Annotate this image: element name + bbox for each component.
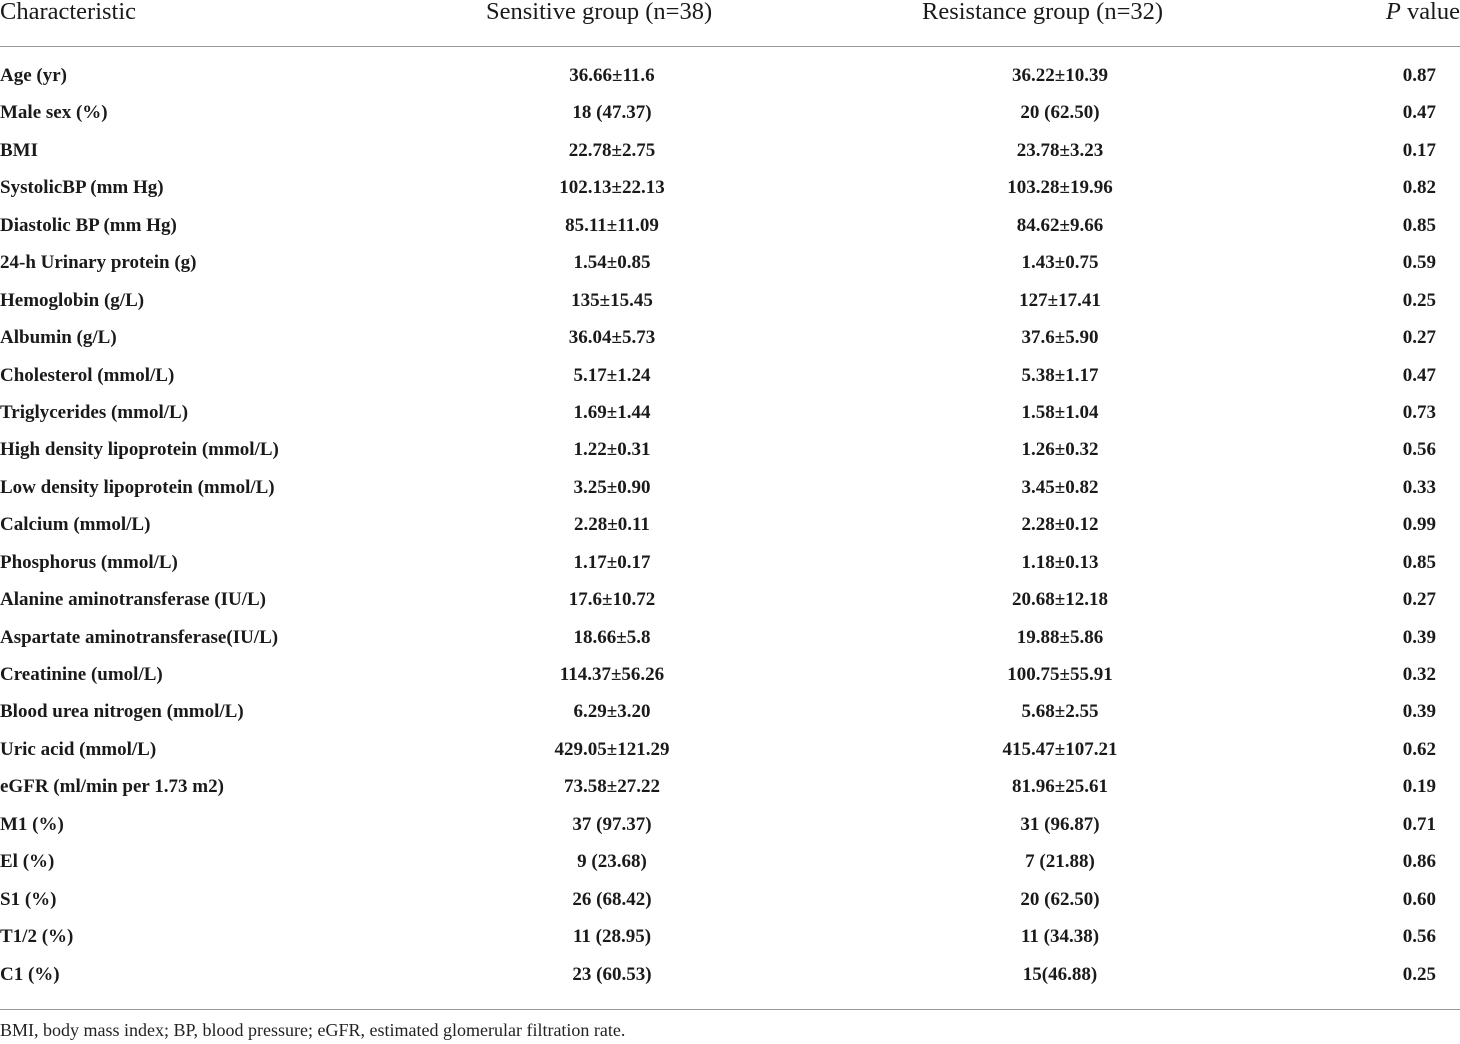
row-label: Age (yr) (0, 65, 67, 86)
row-label: eGFR (ml/min per 1.73 m2) (0, 776, 224, 798)
row-sensitive-value: 1.69±1.44 (573, 401, 651, 423)
row-p-value: 0.17 (1402, 139, 1436, 161)
row-resistance-value: 20 (62.50) (1020, 888, 1100, 910)
row-sensitive-value: 135±15.45 (571, 289, 653, 311)
row-resistance-value: 7 (21.88) (1025, 851, 1095, 873)
row-sensitive-value: 5.17±1.24 (573, 364, 651, 386)
row-label: Albumin (g/L) (0, 327, 117, 349)
row-p-value: 0.25 (1402, 289, 1436, 311)
row-resistance-value: 415.47±107.21 (1002, 738, 1118, 760)
table-row (0, 621, 1460, 658)
table-bottom-rule (0, 1009, 1460, 1010)
row-p-value: 0.27 (1402, 327, 1436, 349)
row-p-value: 0.62 (1402, 738, 1436, 760)
row-sensitive-value: 22.78±2.75 (568, 139, 656, 161)
row-p-value: 0.56 (1402, 926, 1436, 948)
table-row (0, 546, 1460, 583)
table-row (0, 209, 1460, 246)
row-resistance-value: 2.28±0.12 (1021, 514, 1099, 536)
row-p-value: 0.27 (1402, 589, 1436, 611)
row-p-value: 0.39 (1402, 626, 1436, 648)
row-sensitive-value: 18.66±5.8 (573, 626, 651, 648)
row-sensitive-value: 23 (60.53) (572, 963, 652, 985)
row-label: Low density lipoprotein (mmol/L) (0, 476, 275, 498)
row-resistance-value: 5.68±2.55 (1021, 701, 1099, 723)
table-row (0, 658, 1460, 695)
row-sensitive-value: 102.13±22.13 (559, 177, 665, 199)
row-resistance-value: 81.96±25.61 (1012, 776, 1108, 798)
row-label: Alanine aminotransferase (IU/L) (0, 589, 266, 611)
table-row (0, 321, 1460, 358)
row-resistance-value: 36.22±10.39 (1012, 65, 1108, 86)
table-row (0, 171, 1460, 208)
table-row (0, 508, 1460, 545)
table-row (0, 59, 1460, 96)
table-row (0, 845, 1460, 882)
row-resistance-value: 127±17.41 (1019, 289, 1101, 311)
row-p-value: 0.39 (1402, 701, 1436, 723)
row-p-value: 0.56 (1402, 439, 1436, 461)
row-resistance-value: 103.28±19.96 (1007, 177, 1113, 199)
row-p-value: 0.33 (1402, 476, 1436, 498)
row-sensitive-value: 1.22±0.31 (573, 439, 651, 461)
row-label: Triglycerides (mmol/L) (0, 401, 189, 423)
row-label: Phosphorus (mmol/L) (0, 551, 178, 573)
row-label: C1 (%) (0, 963, 60, 985)
row-p-value: 0.73 (1402, 401, 1436, 423)
row-sensitive-value: 1.54±0.85 (573, 252, 651, 274)
row-label: SystolicBP (mm Hg) (0, 177, 164, 199)
row-p-value: 0.32 (1402, 664, 1436, 685)
table-row (0, 284, 1460, 321)
row-resistance-value: 5.38±1.17 (1021, 364, 1099, 386)
row-label: M1 (%) (0, 813, 64, 835)
table-row (0, 958, 1460, 995)
table-header-row (0, 0, 1460, 47)
table-row (0, 433, 1460, 470)
table-row (0, 471, 1460, 508)
row-label: T1/2 (%) (0, 926, 74, 948)
row-p-value: 0.86 (1402, 851, 1436, 873)
row-resistance-value: 20.68±12.18 (1012, 589, 1108, 611)
row-resistance-value: 1.58±1.04 (1021, 401, 1099, 423)
table-body (0, 59, 1460, 995)
row-label: Male sex (%) (0, 102, 108, 124)
row-sensitive-value: 3.25±0.90 (573, 476, 651, 498)
row-resistance-value: 20 (62.50) (1020, 102, 1100, 124)
header-sensitive-group: Sensitive group (n=38) (486, 0, 713, 25)
row-p-value: 0.85 (1402, 551, 1436, 573)
row-label: Cholesterol (mmol/L) (0, 364, 175, 386)
row-p-value: 0.87 (1402, 65, 1436, 86)
row-label: BMI (0, 139, 38, 161)
table-row (0, 134, 1460, 171)
row-sensitive-value: 2.28±0.11 (574, 514, 650, 536)
row-sensitive-value: 26 (68.42) (572, 888, 652, 910)
table-footnote: BMI, body mass index; BP, blood pressure; eGFR, estimated glomerular filtration rate. (0, 1020, 626, 1040)
row-p-value: 0.59 (1402, 252, 1436, 274)
row-p-value: 0.99 (1402, 514, 1436, 536)
row-sensitive-value: 36.66±11.6 (569, 65, 655, 86)
row-label: 24-h Urinary protein (g) (0, 252, 197, 274)
row-p-value: 0.71 (1402, 813, 1436, 835)
table-row (0, 808, 1460, 845)
header-p-value (1386, 0, 1460, 26)
row-resistance-value: 100.75±55.91 (1007, 664, 1113, 685)
row-p-value: 0.47 (1402, 102, 1436, 124)
row-p-value: 0.19 (1402, 776, 1436, 798)
row-sensitive-value: 1.17±0.17 (573, 551, 651, 573)
row-sensitive-value: 429.05±121.29 (554, 738, 670, 760)
row-sensitive-value: 9 (23.68) (577, 851, 647, 873)
table-row (0, 695, 1460, 732)
row-label: Aspartate aminotransferase(IU/L) (0, 626, 279, 648)
row-resistance-value: 1.18±0.13 (1021, 551, 1099, 573)
header-characteristic: Characteristic (0, 0, 137, 25)
row-resistance-value: 31 (96.87) (1020, 813, 1100, 835)
row-p-value: 0.47 (1402, 364, 1436, 386)
row-resistance-value: 1.43±0.75 (1021, 252, 1099, 274)
row-sensitive-value: 73.58±27.22 (564, 776, 660, 798)
table-row (0, 96, 1460, 133)
table-row (0, 583, 1460, 620)
row-resistance-value: 23.78±3.23 (1016, 139, 1104, 161)
header-p-rest: value (1400, 0, 1460, 25)
row-resistance-value: 19.88±5.86 (1016, 626, 1104, 648)
row-resistance-value: 84.62±9.66 (1016, 214, 1104, 236)
row-label: Calcium (mmol/L) (0, 514, 151, 536)
table-row (0, 246, 1460, 283)
row-p-value: 0.25 (1402, 963, 1436, 985)
row-sensitive-value: 36.04±5.73 (568, 327, 656, 349)
row-sensitive-value: 6.29±3.20 (573, 701, 651, 723)
row-p-value: 0.85 (1402, 214, 1436, 236)
table-row (0, 883, 1460, 920)
row-p-value: 0.60 (1402, 888, 1436, 910)
row-resistance-value: 37.6±5.90 (1021, 327, 1099, 349)
header-p-letter: P (1385, 0, 1401, 25)
table-row (0, 733, 1460, 770)
header-resistance-group: Resistance group (n=32) (922, 0, 1164, 25)
row-resistance-value: 15(46.88) (1022, 963, 1098, 985)
row-sensitive-value: 11 (28.95) (572, 926, 652, 948)
row-resistance-value: 1.26±0.32 (1021, 439, 1099, 461)
row-sensitive-value: 37 (97.37) (572, 813, 652, 835)
row-sensitive-value: 85.11±11.09 (565, 214, 659, 236)
row-label: El (%) (0, 851, 55, 873)
table-row (0, 920, 1460, 957)
row-label: Hemoglobin (g/L) (0, 289, 145, 311)
row-sensitive-value: 17.6±10.72 (568, 589, 656, 611)
row-label: Uric acid (mmol/L) (0, 738, 157, 760)
table-row (0, 359, 1460, 396)
row-sensitive-value: 114.37±56.26 (559, 664, 665, 685)
row-label: S1 (%) (0, 888, 57, 910)
row-p-value: 0.82 (1402, 177, 1436, 199)
table-row (0, 770, 1460, 807)
row-resistance-value: 3.45±0.82 (1021, 476, 1099, 498)
row-label: High density lipoprotein (mmol/L) (0, 439, 279, 461)
table-row (0, 396, 1460, 433)
row-label: Creatinine (umol/L) (0, 664, 163, 685)
row-resistance-value: 11 (34.38) (1020, 926, 1100, 948)
row-label: Blood urea nitrogen (mmol/L) (0, 701, 244, 723)
row-sensitive-value: 18 (47.37) (572, 102, 652, 124)
row-label: Diastolic BP (mm Hg) (0, 214, 177, 236)
